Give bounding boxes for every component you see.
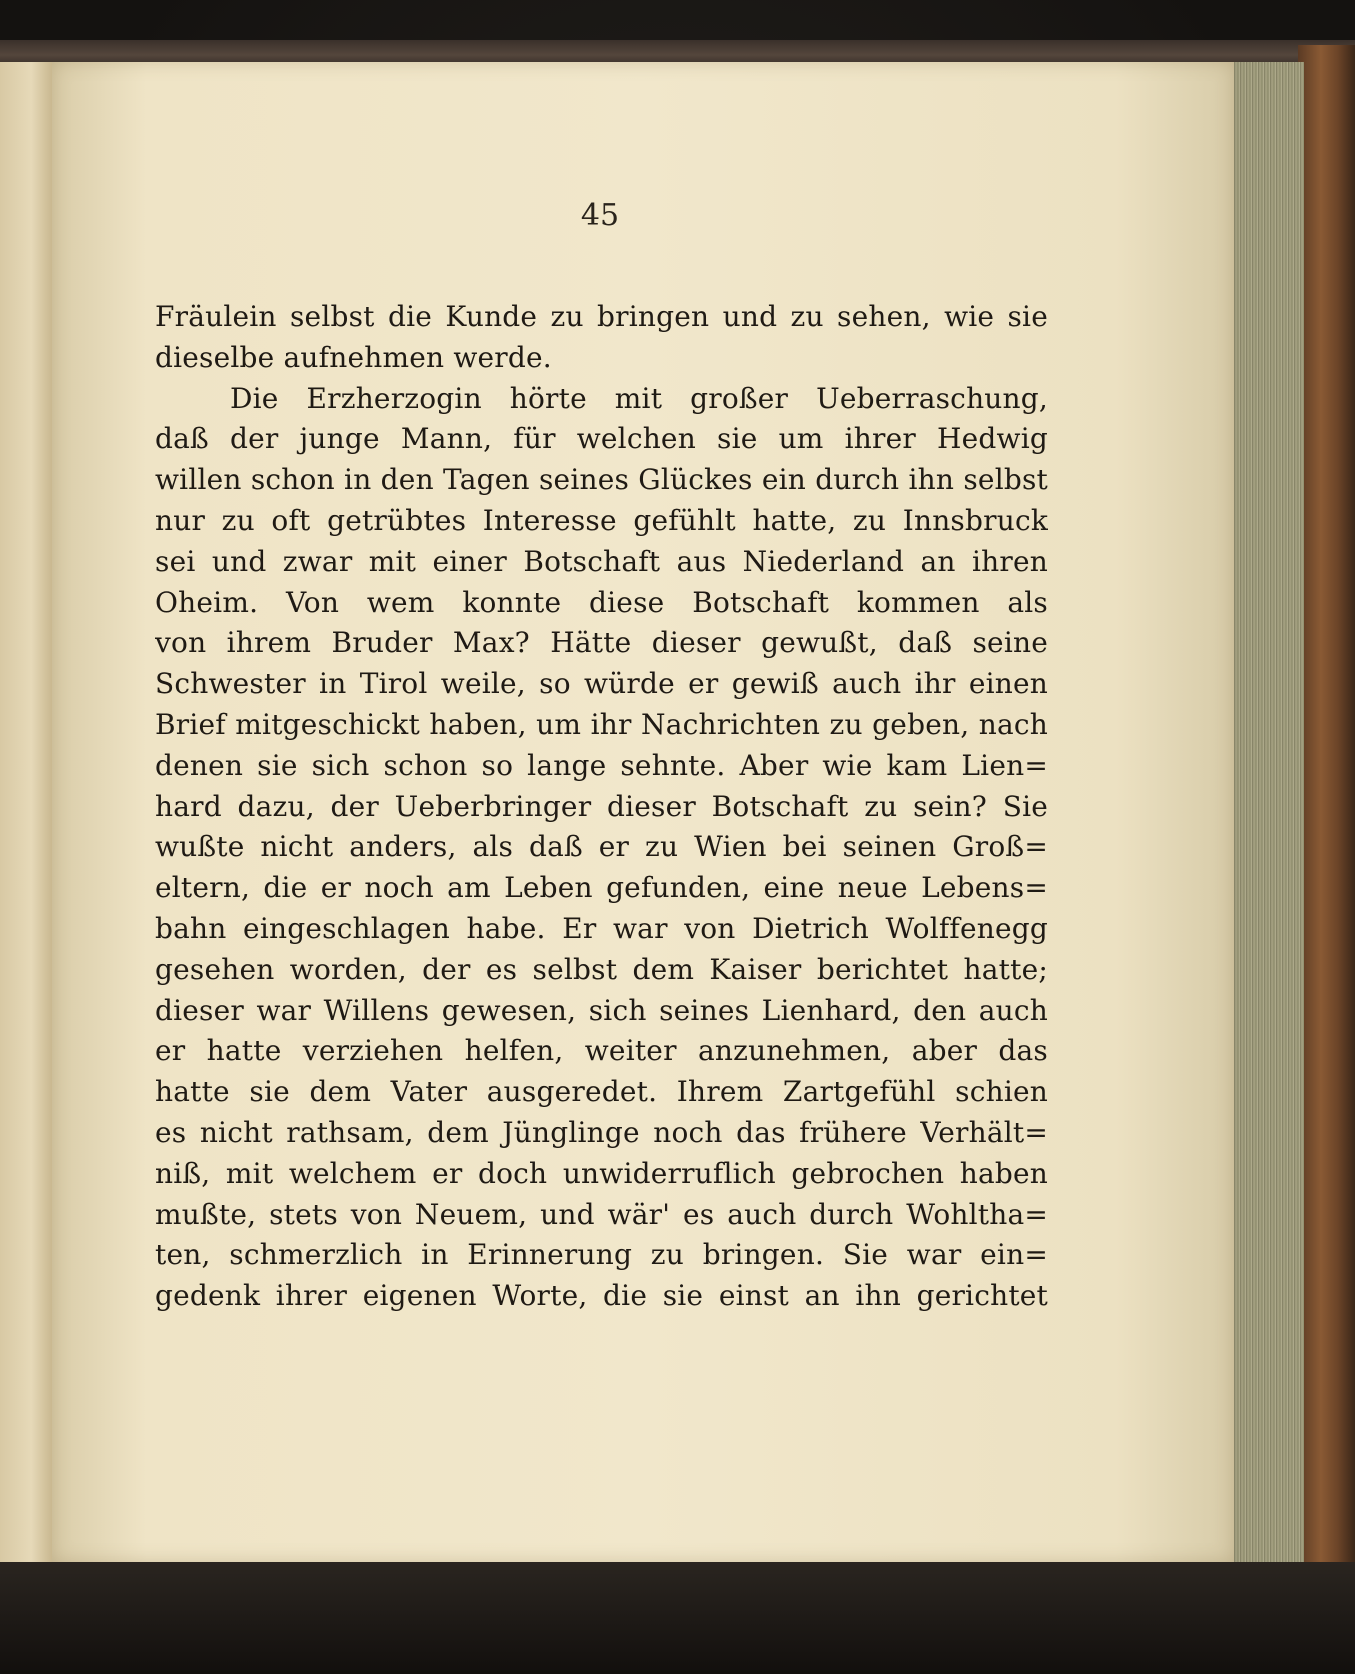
page-number: 45 — [580, 198, 620, 233]
text-line: Fräulein selbst die Kunde zu bringen und zu sehen, wie sie — [155, 300, 1048, 333]
text-line: dieselbe aufnehmen werde. — [155, 340, 552, 374]
text-line: es nicht rathsam, dem Jünglinge noch das frühere Verhält= — [155, 1115, 1048, 1149]
text-line: hatte sie dem Vater ausgeredet. Ihrem Zartgefühl schien — [155, 1075, 1048, 1109]
scan-bottom-shadow — [0, 1562, 1355, 1674]
text-line: eltern, die er noch am Leben gefunden, eine neue Lebens= — [155, 871, 1048, 905]
text-line: ten, schmerzlich in Erinnerung zu bringen. Sie war ein= — [155, 1238, 1048, 1272]
page-text — [155, 297, 1048, 1317]
text-line: er hatte verziehen helfen, weiter anzunehmen, aber das — [155, 1034, 1048, 1068]
text-line: Die Erzherzogin hörte mit großer Ueberraschung, — [230, 381, 1048, 415]
text-line: wußte nicht anders, als daß er zu Wien bei seinen Groß= — [155, 830, 1048, 864]
text-line: hard dazu, der Ueberbringer dieser Botschaft zu sein? Sie — [155, 789, 1048, 823]
text-line: willen schon in den Tagen seines Glückes ein durch ihn selbst — [155, 463, 1048, 497]
text-line: nur zu oft getrübtes Interesse gefühlt hatte, zu Innsbruck — [155, 503, 1048, 537]
text-line: Schwester in Tirol weile, so würde er gewiß auch ihr einen — [155, 667, 1048, 701]
text-line: Brief mitgeschickt haben, um ihr Nachrichten zu geben, nach — [155, 707, 1048, 741]
book-cover-right — [1298, 45, 1355, 1605]
page-block-edges — [1232, 62, 1304, 1562]
text-line: Oheim. Von wem konnte diese Botschaft kommen als — [155, 585, 1048, 619]
text-line: denen sie sich schon so lange sehnte. Aber wie kam Lien= — [155, 748, 1048, 782]
text-line: gedenk ihrer eigenen Worte, die sie einst an ihn gerichtet — [155, 1279, 1048, 1313]
text-line: sei und zwar mit einer Botschaft aus Niederland an ihren — [155, 544, 1048, 578]
text-line: daß der junge Mann, für welchen sie um ihrer Hedwig — [155, 422, 1048, 456]
previous-page-edge — [0, 62, 54, 1562]
text-line: niß, mit welchem er doch unwiderruflich gebrochen haben — [155, 1156, 1048, 1190]
text-line: gesehen worden, der es selbst dem Kaiser berichtet hatte; — [155, 952, 1048, 986]
text-line: dieser war Willens gewesen, sich seines Lienhard, den auch — [155, 993, 1048, 1027]
text-line: von ihrem Bruder Max? Hätte dieser gewußt, daß seine — [155, 626, 1048, 660]
text-line: bahn eingeschlagen habe. Er war von Dietrich Wolffenegg — [155, 911, 1048, 945]
text-line: mußte, stets von Neuem, und wär' es auch durch Wohltha= — [155, 1197, 1048, 1231]
